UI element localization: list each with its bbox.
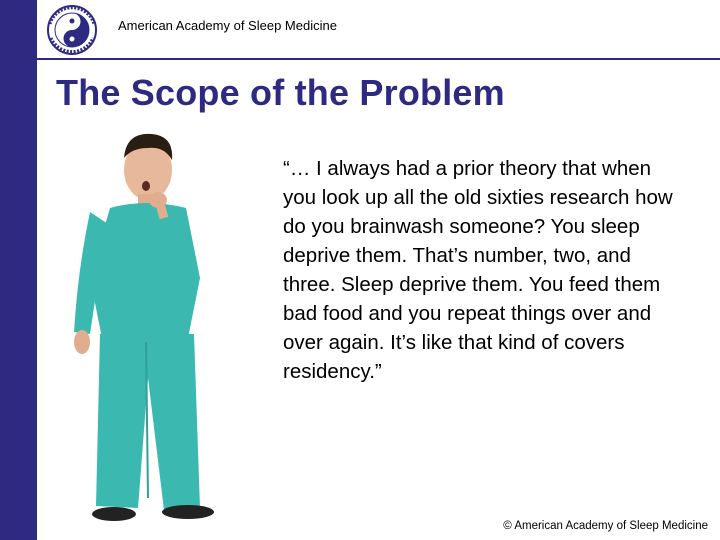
quote-text: “… I always had a prior theory that when you look up all the old sixties research how do you brainwash someone? You sleep deprive them. That’s number, two, and three. Sleep deprive them. You feed them bad food and you repeat things over and over again. It’s like that kind of covers residency.” <box>283 157 673 383</box>
left-accent-bar <box>0 0 37 540</box>
footer-copyright: © American Academy of Sleep Medicine <box>503 520 708 532</box>
aasm-logo <box>42 4 102 56</box>
person-in-scrubs-yawning-image <box>60 128 260 528</box>
slide-title: The Scope of the Problem <box>56 72 505 113</box>
header-divider <box>37 58 720 60</box>
aasm-seal-icon <box>42 4 102 56</box>
header-org-name: American Academy of Sleep Medicine <box>118 18 337 33</box>
